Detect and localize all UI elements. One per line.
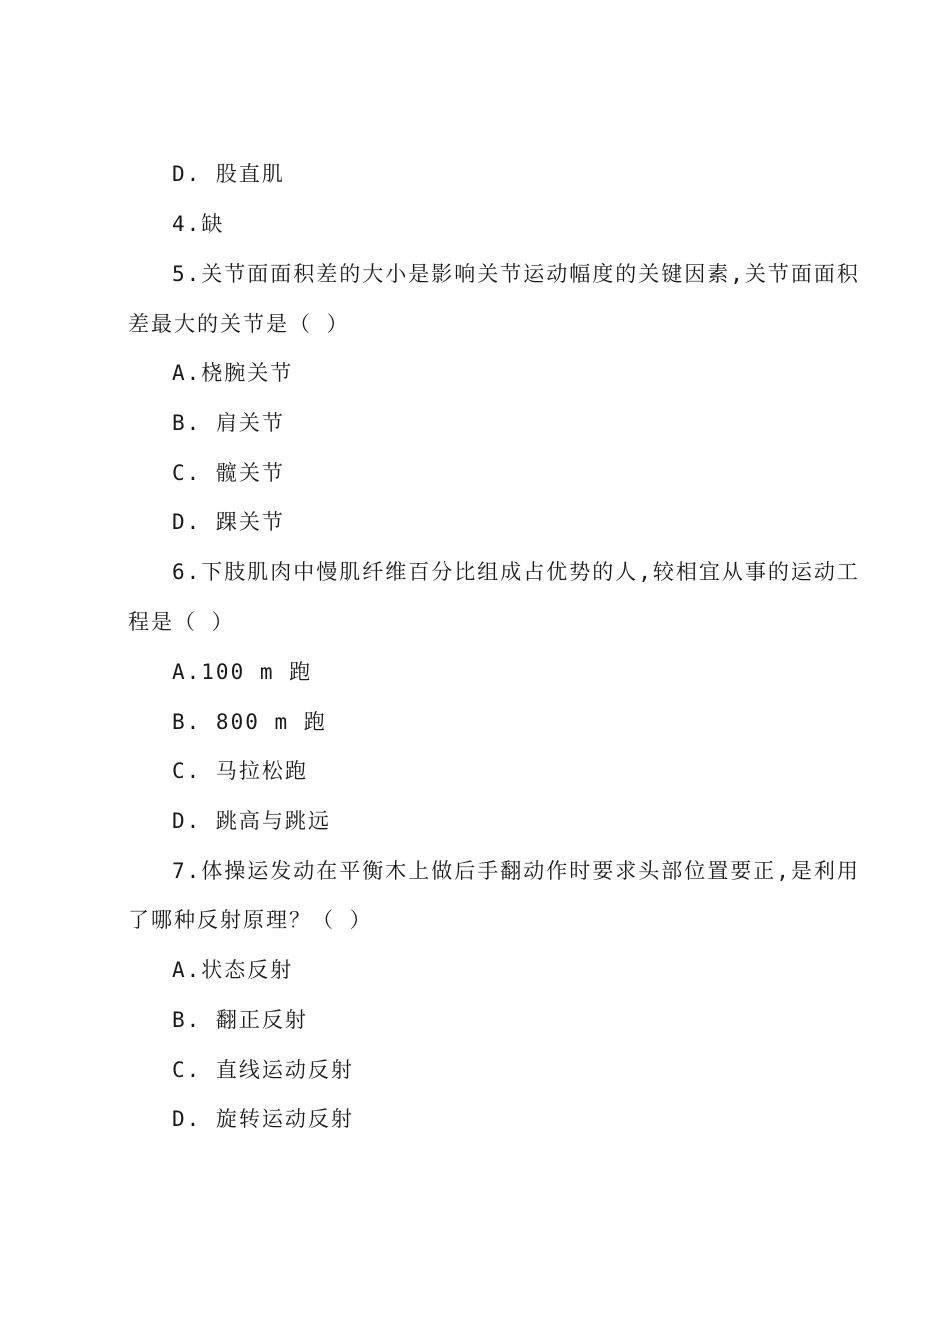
option-b-q5: B. 肩关节 bbox=[172, 411, 285, 435]
question-6-line-2: 程是（ ） bbox=[128, 610, 235, 634]
option-a-q7: A.状态反射 bbox=[172, 958, 294, 982]
option-c-q7: C. 直线运动反射 bbox=[172, 1058, 354, 1082]
option-b-q7: B. 翻正反射 bbox=[172, 1008, 308, 1032]
option-d-q4: D. 股直肌 bbox=[172, 162, 285, 186]
question-6-line-1: 6.下肢肌肉中慢肌纤维百分比组成占优势的人,较相宜从事的运动工 bbox=[172, 560, 860, 584]
option-a-q5: A.桡腕关节 bbox=[172, 361, 294, 385]
question-4: 4.缺 bbox=[172, 212, 225, 236]
option-a-q6: A.100 m 跑 bbox=[172, 660, 313, 684]
option-d-q6: D. 跳高与跳远 bbox=[172, 809, 331, 833]
question-5-line-2: 差最大的关节是（ ） bbox=[128, 312, 350, 336]
question-5-line-1: 5.关节面面积差的大小是影响关节运动幅度的关键因素,关节面面积 bbox=[172, 262, 860, 286]
question-7-line-1: 7.体操运发动在平衡木上做后手翻动作时要求头部位置要正,是利用 bbox=[172, 859, 860, 883]
option-c-q6: C. 马拉松跑 bbox=[172, 759, 308, 783]
option-d-q7: D. 旋转运动反射 bbox=[172, 1107, 354, 1131]
option-b-q6: B. 800 m 跑 bbox=[172, 710, 327, 734]
question-7-line-2: 了哪种反射原理？（ ） bbox=[128, 908, 373, 932]
option-c-q5: C. 髋关节 bbox=[172, 461, 285, 485]
option-d-q5: D. 踝关节 bbox=[172, 510, 285, 534]
